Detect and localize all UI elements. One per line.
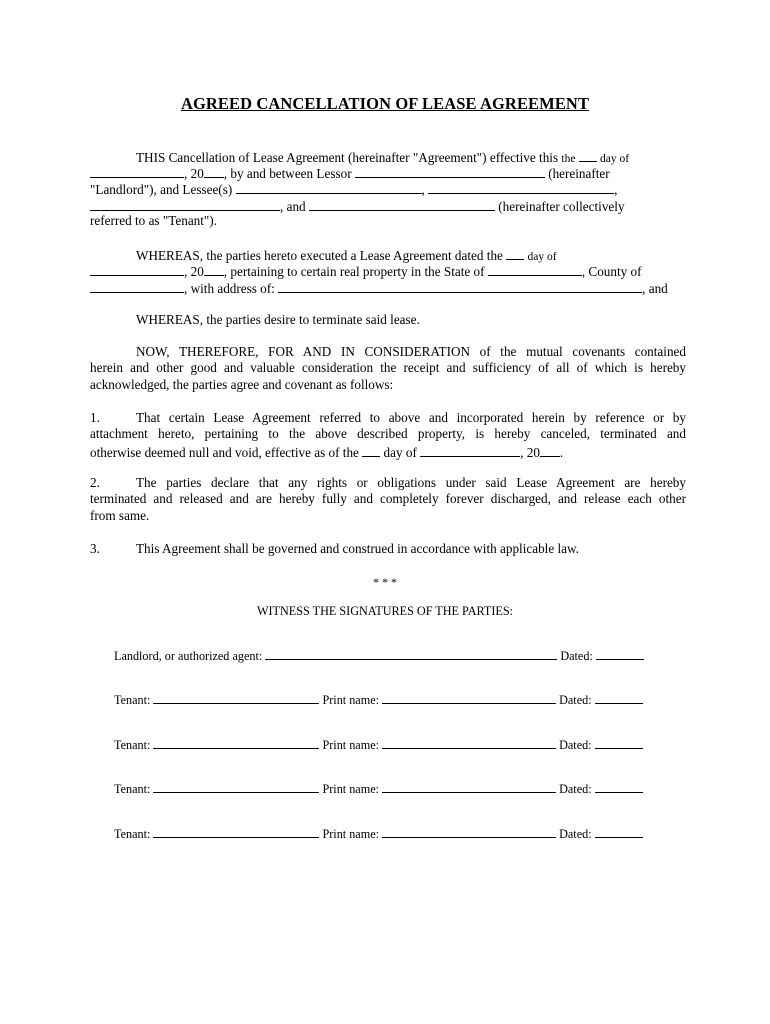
whereas-1-line-2: , 20 , pertaining to certain real property in the State of , County of — [90, 262, 642, 280]
effective-year-field[interactable] — [204, 164, 224, 178]
termination-year-field[interactable] — [540, 443, 560, 457]
clause-3: 3. This Agreement shall be governed and construed in accordance with applicable law. — [90, 541, 579, 556]
tenant-4-date-line[interactable] — [595, 825, 643, 838]
clause-1: 1. That certain Lease Agreement referred to above and incorporated herein by reference or by attachment hereto, pertaining to the above described property, is hereby canceled, terminated and otherwise deemed null and void, effective as of the day of , 20 . — [90, 410, 686, 460]
lease-day-field[interactable] — [506, 246, 524, 260]
lessee-2-field[interactable] — [428, 180, 614, 194]
state-field[interactable] — [488, 262, 582, 276]
termination-month-field[interactable] — [420, 443, 520, 457]
lessee-3-field[interactable] — [90, 197, 280, 211]
clause-2: 2. The parties declare that any rights or obligations under said Lease Agreement are hereby terminated and released and are hereby fully and completely forever discharged, and release each other from same. — [90, 475, 686, 523]
tenant-signature-row-3: Tenant: Print name: Dated: — [114, 780, 643, 797]
lessor-name-field[interactable] — [355, 164, 545, 178]
lease-year-field[interactable] — [204, 262, 224, 276]
tenant-4-print-name-line[interactable] — [382, 825, 556, 838]
intro-line-1: THIS Cancellation of Lease Agreement (hereinafter "Agreement") effective this the day of — [136, 150, 630, 165]
tenant-3-signature-line[interactable] — [153, 780, 319, 793]
intro-line-2: , 20 , by and between Lessor (hereinafter — [90, 164, 610, 182]
address-field[interactable] — [278, 279, 642, 293]
tenant-3-date-line[interactable] — [595, 780, 643, 793]
effective-month-field[interactable] — [90, 164, 184, 178]
lessee-4-field[interactable] — [309, 197, 495, 211]
intro-line-5: referred to as "Tenant"). — [90, 213, 217, 228]
lessee-1-field[interactable] — [236, 180, 422, 194]
now-therefore-paragraph: NOW, THEREFORE, FOR AND IN CONSIDERATION of the mutual covenants contained herein and other good and valuable consideration the receipt and sufficiency of all of which is hereby acknowledged, the parties agree and covenant as follows: — [90, 344, 686, 392]
tenant-2-signature-line[interactable] — [153, 736, 319, 749]
intro-line-3: "Landlord"), and Lessee(s) , , — [90, 182, 618, 197]
intro-line-4: , and (hereinafter collectively — [90, 197, 625, 215]
lease-month-field[interactable] — [90, 262, 184, 276]
landlord-signature-line[interactable] — [265, 647, 557, 660]
tenant-signature-row-2: Tenant: Print name: Dated: — [114, 736, 643, 753]
county-field[interactable] — [90, 279, 184, 293]
landlord-signature-row: Landlord, or authorized agent: Dated: — [114, 647, 644, 664]
tenant-2-print-name-line[interactable] — [382, 736, 556, 749]
tenant-2-date-line[interactable] — [595, 736, 643, 749]
termination-day-field[interactable] — [362, 443, 380, 457]
tenant-3-print-name-line[interactable] — [382, 780, 556, 793]
tenant-1-print-name-line[interactable] — [382, 691, 556, 704]
tenant-signature-row-4: Tenant: Print name: Dated: — [114, 825, 643, 842]
whereas-1-line-1: WHEREAS, the parties hereto executed a Lease Agreement dated the day of — [136, 248, 557, 263]
witness-heading: WITNESS THE SIGNATURES OF THE PARTIES: — [256, 604, 514, 618]
document-title: AGREED CANCELLATION OF LEASE AGREEMENT — [180, 94, 590, 113]
tenant-signature-row-1: Tenant: Print name: Dated: — [114, 691, 643, 708]
landlord-date-line[interactable] — [596, 647, 644, 660]
tenant-4-signature-line[interactable] — [153, 825, 319, 838]
tenant-1-date-line[interactable] — [595, 691, 643, 704]
tenant-1-signature-line[interactable] — [153, 691, 319, 704]
effective-day-field[interactable] — [579, 148, 597, 162]
whereas-1-line-3: , with address of: , and — [90, 279, 668, 297]
whereas-2: WHEREAS, the parties desire to terminate said lease. — [136, 312, 420, 327]
asterisks: * * * — [373, 575, 397, 589]
